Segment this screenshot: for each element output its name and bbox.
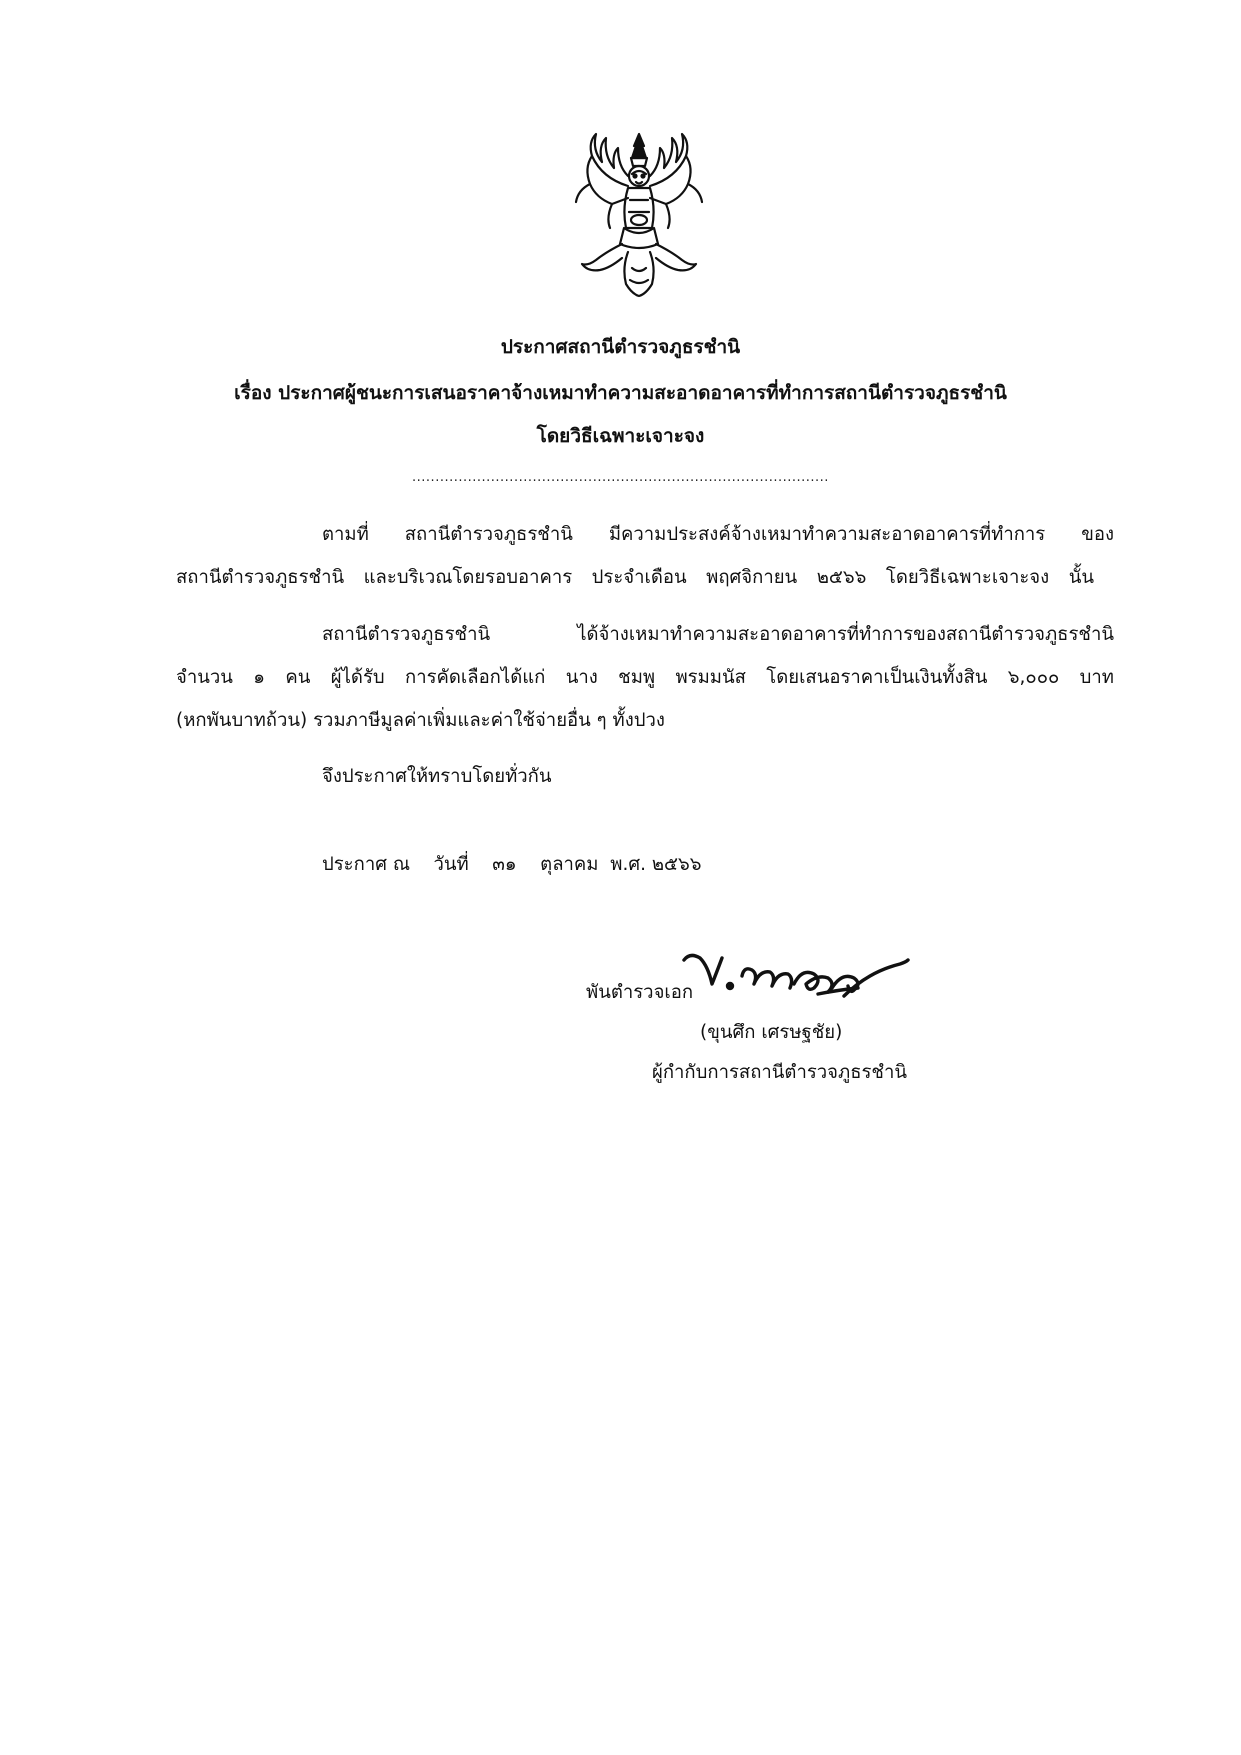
paragraph2-line1: สถานีตำรวจภูธรชำนิ ได้จ้างเหมาทำความสะอาดอาคารที่ทำการของสถานีตำรวจภูธรชำนิ (322, 624, 1114, 645)
signatory-position: ผู้กำกับการสถานีตำรวจภูธรชำนิ (652, 1062, 908, 1083)
signatory-name: (ขุนศึก เศรษฐชัย) (700, 1022, 843, 1043)
garuda-emblem-icon (562, 128, 716, 300)
separator-line: .......................................................................................... (412, 470, 829, 485)
signatory-rank: พันตำรวจเอก (586, 982, 694, 1003)
paragraph2-line2: จำนวน ๑ คน ผู้ได้รับ การคัดเลือกได้แก่ นาง ชมพู พรมมนัส โดยเสนอราคาเป็นเงินทั้งสิน ๖,๐๐๐ บาท (176, 667, 1114, 688)
handwritten-signature (678, 944, 910, 1006)
document-title: ประกาศสถานีตำรวจภูธรชำนิ (500, 336, 741, 358)
document-subject: เรื่อง ประกาศผู้ชนะการเสนอราคาจ้างเหมาทำความสะอาดอาคารที่ทำการสถานีตำรวจภูธรชำนิ (234, 382, 1007, 404)
closing-statement: จึงประกาศให้ทราบโดยทั่วกัน (322, 766, 552, 787)
paragraph1-line1: ตามที่ สถานีตำรวจภูธรชำนิ มีความประสงค์จ้างเหมาทำความสะอาดอาคารที่ทำการ ของ (322, 524, 1114, 545)
paragraph1-line2: สถานีตำรวจภูธรชำนิ และบริเวณโดยรอบอาคาร ประจำเดือน พฤศจิกายน ๒๕๖๖ โดยวิธีเฉพาะเจาะจง นั้น (176, 567, 1094, 588)
announcement-date: ประกาศ ณ วันที่ ๓๑ ตุลาคม พ.ศ. ๒๕๖๖ (322, 854, 702, 875)
paragraph2-line3: (หกพันบาทถ้วน) รวมภาษีมูลค่าเพิ่มและค่าใช้จ่ายอื่น ๆ ทั้งปวง (176, 710, 665, 731)
document-method: โดยวิธีเฉพาะเจาะจง (536, 425, 705, 447)
